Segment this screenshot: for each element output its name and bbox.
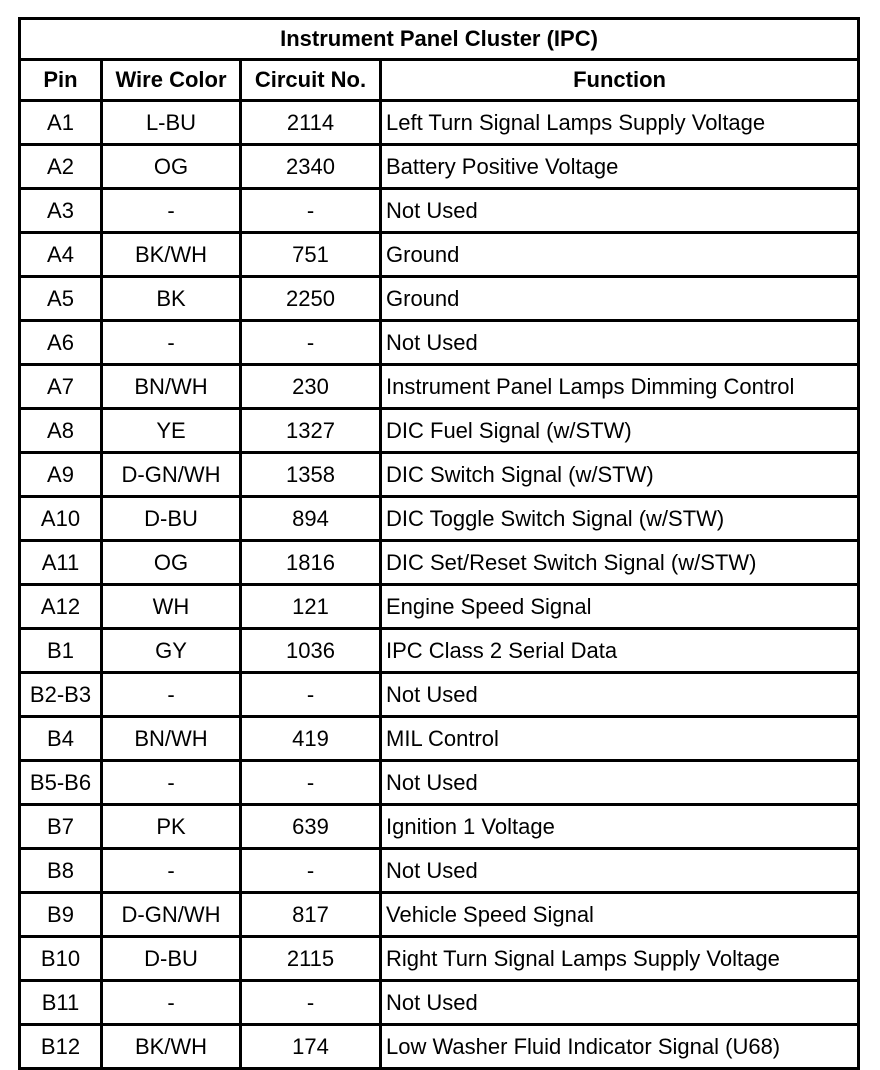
connector-pinout-table [18,17,860,1070]
cell-pin: A10 [20,497,102,541]
cell-wire-color: GY [102,629,241,673]
cell-function: Not Used [381,981,859,1025]
cell-wire-color: BK/WH [102,233,241,277]
cell-wire-color: - [102,673,241,717]
table-row [20,849,859,893]
cell-circuit-no: 121 [241,585,381,629]
cell-circuit-no: 2250 [241,277,381,321]
cell-wire-color: BK/WH [102,1025,241,1069]
cell-wire-color: PK [102,805,241,849]
table-row [20,365,859,409]
cell-function: Vehicle Speed Signal [381,893,859,937]
cell-circuit-no: - [241,321,381,365]
cell-pin: A5 [20,277,102,321]
cell-function: Right Turn Signal Lamps Supply Voltage [381,937,859,981]
cell-wire-color: D-BU [102,937,241,981]
column-header-wire-color: Wire Color [102,60,241,101]
cell-wire-color: YE [102,409,241,453]
cell-wire-color: BK [102,277,241,321]
cell-circuit-no: 230 [241,365,381,409]
cell-circuit-no: 174 [241,1025,381,1069]
table-row [20,541,859,585]
cell-wire-color: - [102,849,241,893]
cell-pin: B11 [20,981,102,1025]
cell-function: Ground [381,277,859,321]
table-row [20,277,859,321]
table-row [20,101,859,145]
table-row [20,585,859,629]
cell-function: DIC Switch Signal (w/STW) [381,453,859,497]
table-title: Instrument Panel Cluster (IPC) [20,19,859,60]
cell-function: IPC Class 2 Serial Data [381,629,859,673]
cell-pin: A2 [20,145,102,189]
cell-wire-color: BN/WH [102,365,241,409]
cell-function: Not Used [381,189,859,233]
cell-pin: B7 [20,805,102,849]
cell-pin: B8 [20,849,102,893]
cell-wire-color: WH [102,585,241,629]
table-row [20,189,859,233]
cell-circuit-no: 1358 [241,453,381,497]
column-header-function: Function [381,60,859,101]
cell-circuit-no: - [241,673,381,717]
cell-circuit-no: 1327 [241,409,381,453]
cell-circuit-no: - [241,761,381,805]
cell-function: Not Used [381,849,859,893]
cell-pin: B5-B6 [20,761,102,805]
cell-circuit-no: 1816 [241,541,381,585]
cell-pin: B12 [20,1025,102,1069]
table-row [20,233,859,277]
cell-function: Ignition 1 Voltage [381,805,859,849]
cell-circuit-no: 894 [241,497,381,541]
cell-pin: A3 [20,189,102,233]
table-row [20,629,859,673]
cell-circuit-no: 419 [241,717,381,761]
cell-pin: A7 [20,365,102,409]
cell-pin: B1 [20,629,102,673]
cell-circuit-no: 751 [241,233,381,277]
table-row [20,497,859,541]
cell-function: Not Used [381,673,859,717]
table-row [20,893,859,937]
cell-pin: B9 [20,893,102,937]
cell-circuit-no: 1036 [241,629,381,673]
table-header-row [20,60,859,101]
table-row [20,673,859,717]
cell-function: Ground [381,233,859,277]
cell-function: Not Used [381,761,859,805]
table-row [20,761,859,805]
cell-wire-color: - [102,189,241,233]
cell-wire-color: - [102,981,241,1025]
cell-circuit-no: 2115 [241,937,381,981]
cell-wire-color: OG [102,541,241,585]
cell-wire-color: D-GN/WH [102,893,241,937]
column-header-pin: Pin [20,60,102,101]
cell-function: Instrument Panel Lamps Dimming Control [381,365,859,409]
cell-function: Engine Speed Signal [381,585,859,629]
cell-wire-color: - [102,761,241,805]
cell-pin: A9 [20,453,102,497]
cell-pin: A4 [20,233,102,277]
table-row [20,145,859,189]
cell-pin: A8 [20,409,102,453]
cell-circuit-no: 639 [241,805,381,849]
cell-wire-color: OG [102,145,241,189]
table-row [20,717,859,761]
cell-wire-color: D-GN/WH [102,453,241,497]
cell-wire-color: L-BU [102,101,241,145]
table-row [20,1025,859,1069]
cell-pin: A1 [20,101,102,145]
cell-function: DIC Toggle Switch Signal (w/STW) [381,497,859,541]
cell-function: DIC Set/Reset Switch Signal (w/STW) [381,541,859,585]
cell-circuit-no: 817 [241,893,381,937]
cell-wire-color: BN/WH [102,717,241,761]
table-row [20,937,859,981]
cell-circuit-no: - [241,189,381,233]
cell-pin: A11 [20,541,102,585]
column-header-circuit-no: Circuit No. [241,60,381,101]
cell-circuit-no: - [241,981,381,1025]
cell-function: Battery Positive Voltage [381,145,859,189]
table-row [20,409,859,453]
cell-pin: B4 [20,717,102,761]
cell-function: Not Used [381,321,859,365]
cell-pin: B10 [20,937,102,981]
cell-pin: B2-B3 [20,673,102,717]
table-row [20,453,859,497]
cell-function: Low Washer Fluid Indicator Signal (U68) [381,1025,859,1069]
table-body [20,101,859,1069]
cell-circuit-no: 2114 [241,101,381,145]
table-row [20,805,859,849]
table-row [20,321,859,365]
cell-function: MIL Control [381,717,859,761]
cell-function: DIC Fuel Signal (w/STW) [381,409,859,453]
table-row [20,981,859,1025]
cell-pin: A6 [20,321,102,365]
table-title-row [20,19,859,60]
cell-wire-color: - [102,321,241,365]
cell-function: Left Turn Signal Lamps Supply Voltage [381,101,859,145]
cell-wire-color: D-BU [102,497,241,541]
cell-pin: A12 [20,585,102,629]
cell-circuit-no: - [241,849,381,893]
cell-circuit-no: 2340 [241,145,381,189]
